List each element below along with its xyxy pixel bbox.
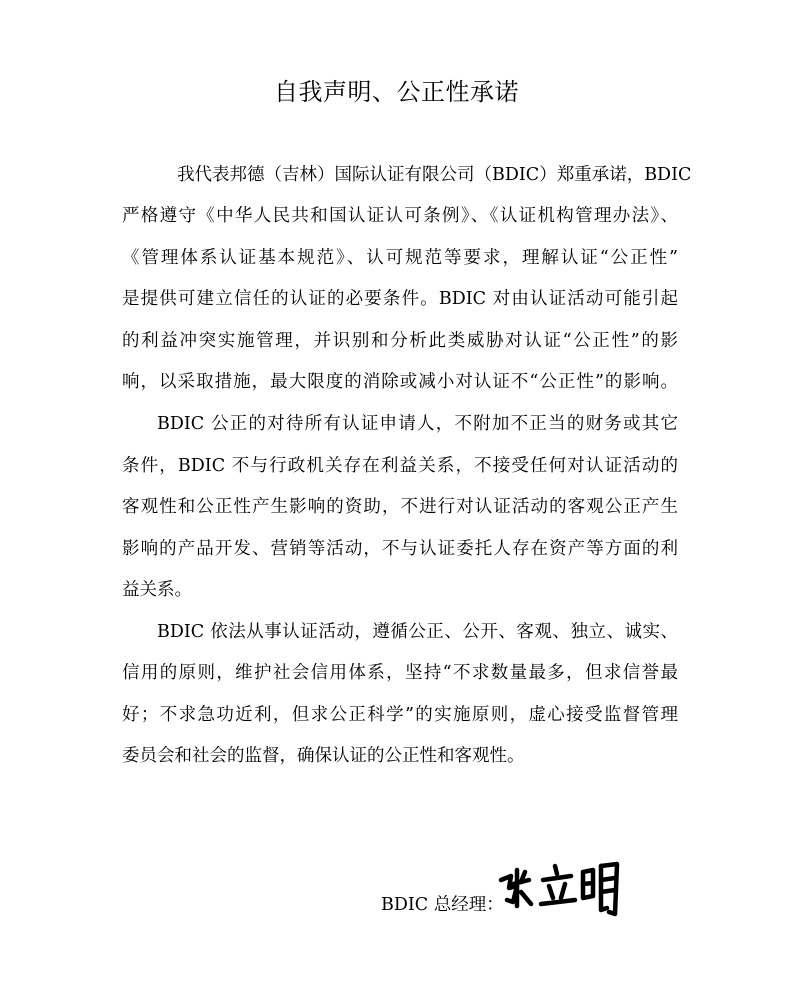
paragraph-3-line-2: 信用的原则，维护社会信用体系，坚持“不求数量最多，但求信誉最 [122,663,678,683]
paragraph-2-line-2: 条件，BDIC 不与行政机关存在利益关系，不接受任何对认证活动的 [122,456,678,476]
paragraph-1-line-5: 的利益冲突实施管理，并识别和分析此类威胁对认证“公正性”的影 [122,331,678,351]
handwritten-signature [495,858,625,918]
paragraph-3-line-1: BDIC 依法从事认证活动，遵循公正、公开、客观、独立、诚实、 [157,622,678,642]
signature-label: BDIC 总经理： [381,895,504,915]
paragraph-1-line-3: 《管理体系认证基本规范》、认可规范等要求，理解认证“公正性” [122,248,678,268]
paragraph-3-line-4: 委员会和社会的监督，确保认证的公正性和客观性。 [122,746,525,766]
paragraph-3-line-3: 好；不求急功近利，但求公正科学”的实施原则，虚心接受监督管理 [122,705,678,725]
paragraph-1-line-4: 是提供可建立信任的认证的必要条件。BDIC 对由认证活动可能引起 [122,289,678,309]
paragraph-1-line-6: 响，以采取措施，最大限度的消除或减小对认证不“公正性”的影响。 [122,372,678,392]
paragraph-2-line-1: BDIC 公正的对待所有认证申请人，不附加不正当的财务或其它 [157,414,678,434]
paragraph-2-line-5: 益关系。 [122,580,192,600]
document-title: 自我声明、公正性承诺 [274,78,519,106]
paragraph-2-line-3: 客观性和公正性产生影响的资助，不进行对认证活动的客观公正产生 [122,497,678,517]
paragraph-1-line-1: 我代表邦德（吉林）国际认证有限公司（BDIC）郑重承诺，BDIC [177,165,692,185]
paragraph-1-line-2: 严格遵守《中华人民共和国认证认可条例》、《认证机构管理办法》、 [122,206,678,226]
paragraph-2-line-4: 影响的产品开发、营销等活动，不与认证委托人存在资产等方面的利 [122,539,678,559]
